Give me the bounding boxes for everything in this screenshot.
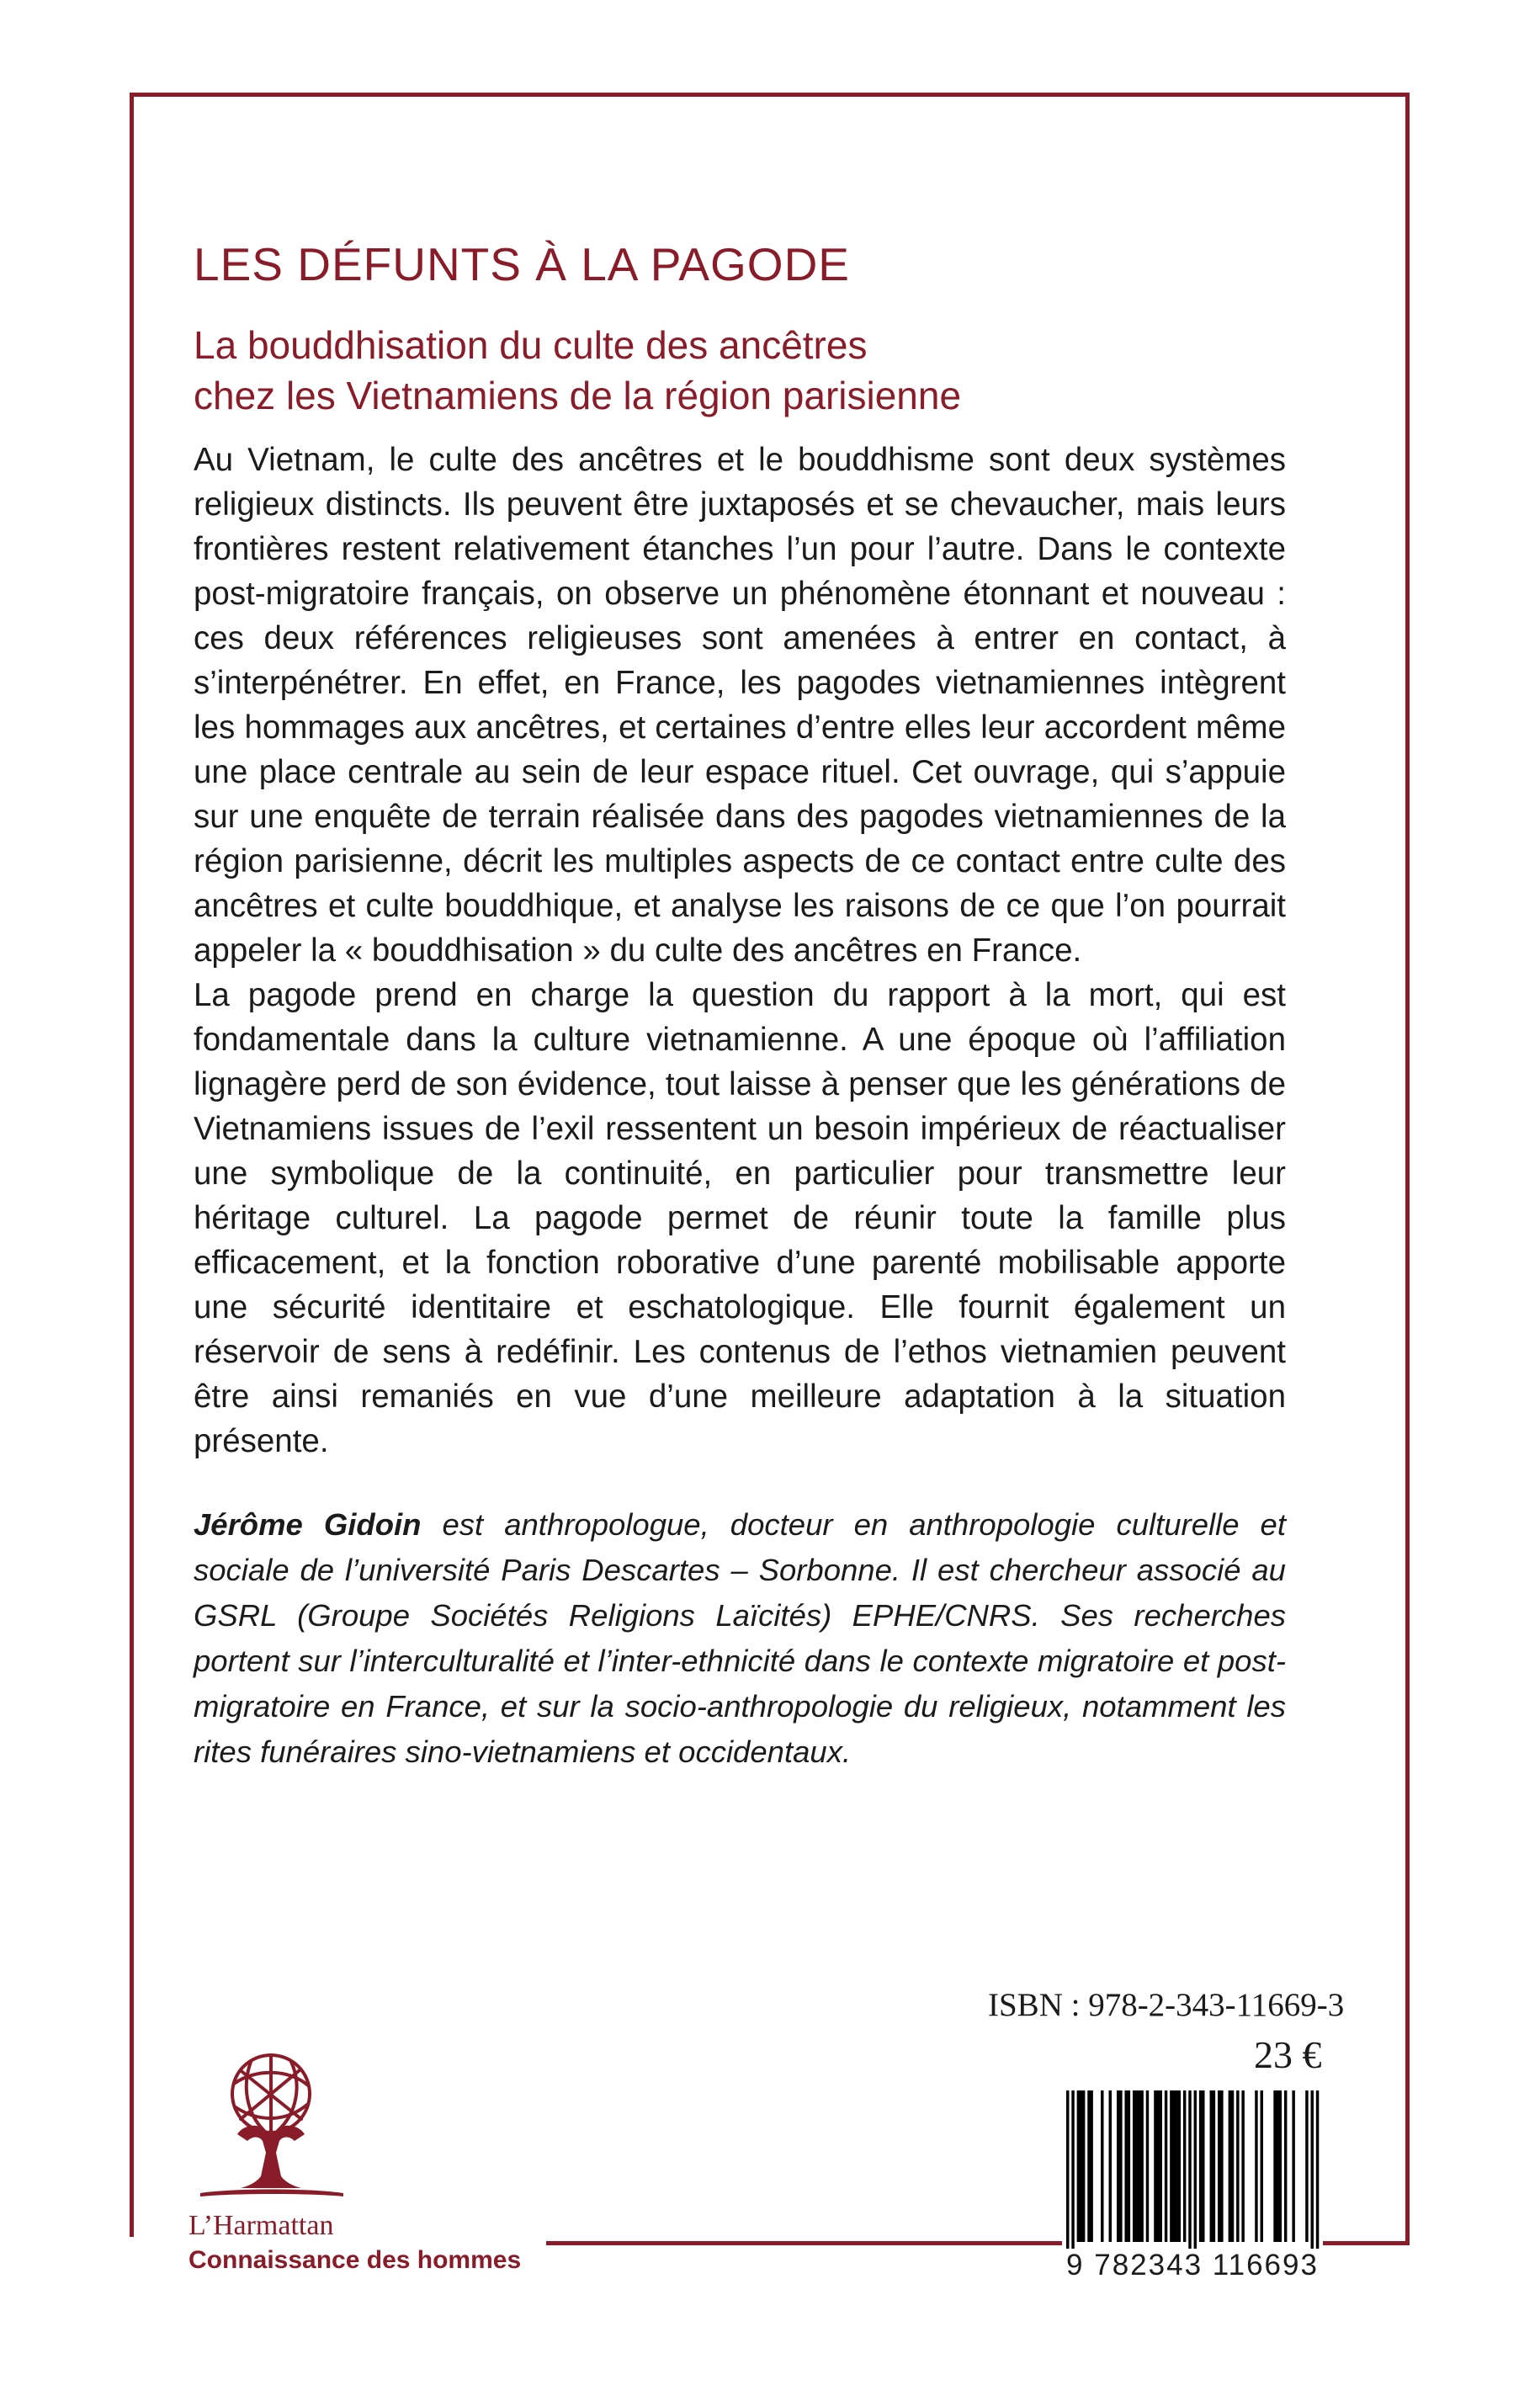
barcode-bar	[1183, 2090, 1186, 2242]
barcode-bar	[1135, 2090, 1138, 2242]
publisher-tagline: Connaissance des hommes	[189, 2246, 522, 2274]
barcode-bar	[1236, 2090, 1239, 2242]
barcode-bar	[1133, 2090, 1135, 2242]
barcode-bar	[1119, 2090, 1122, 2242]
publisher-logo-icon	[183, 2035, 360, 2203]
barcode-bar	[1128, 2090, 1130, 2242]
barcode-bar	[1082, 2090, 1085, 2242]
barcode-bars	[1062, 2090, 1323, 2250]
barcode-bar	[1175, 2090, 1177, 2242]
barcode-bar	[1199, 2090, 1202, 2242]
barcode-bar	[1255, 2090, 1257, 2242]
barcode-bar	[1154, 2090, 1156, 2242]
barcode-bar	[1087, 2090, 1090, 2242]
subtitle-line: La bouddhisation du culte des ancêtres	[194, 323, 868, 367]
barcode-bar	[1229, 2090, 1231, 2242]
barcode-bar	[1090, 2090, 1092, 2242]
back-cover-summary	[194, 438, 1286, 1463]
barcode-bar	[1284, 2090, 1287, 2242]
barcode-bar	[1146, 2090, 1149, 2242]
barcode-digits: 9 782343 116693	[1062, 2249, 1323, 2282]
barcode-bar	[1178, 2090, 1181, 2242]
book-title: LES DÉFUNTS À LA PAGODE	[194, 238, 850, 290]
book-subtitle	[194, 320, 961, 421]
barcode-bar	[1117, 2090, 1119, 2242]
barcode-bar	[1138, 2090, 1140, 2242]
barcode-bar	[1165, 2090, 1167, 2242]
barcode-bar	[1080, 2090, 1082, 2242]
barcode-bar	[1311, 2090, 1314, 2250]
barcode-bar	[1202, 2090, 1204, 2242]
barcode-bar	[1276, 2090, 1278, 2242]
barcode-bar	[1292, 2090, 1294, 2242]
barcode-bar	[1172, 2090, 1175, 2242]
barcode-bar	[1305, 2090, 1308, 2242]
summary-paragraph: La pagode prend en charge la question du rapport à la mort, qui est fondamentale dans la culture vietnamienne. A une époque où l’affiliation lignagère perd de son évidence, tout laisse à penser que les générations de Vietnamiens issues de l’exil ressentent un besoin impérieux de réactualiser une symbolique de la continuité, en particulier pour transmettre leur héritage culturel. La pagode permet de réunir toute la famille plus efficacement, et la fonction roborative d’une parenté mobilisable apporte une sécurité identitaire et eschatologique. Elle fournit également un réservoir de sens à redéfinir. Les contenus de l’ethos vietnamien peuvent être ainsi remaniés en vue d’une meilleure adaptation à la situation présente.	[194, 977, 1286, 1459]
barcode-bar	[1066, 2090, 1069, 2250]
barcode-bar	[1101, 2090, 1103, 2242]
barcode-bar	[1194, 2090, 1197, 2250]
barcode-bar	[1188, 2090, 1191, 2250]
author-bio-text: est anthropologue, docteur en anthropologie culturelle et sociale de l’université Paris Descartes – Sorbonne. Il est chercheur associé au GSRL (Groupe Sociétés Religions Laïcités) EPHE/CNRS. Ses recherches portent sur l’interculturalité et l’inter-ethnicité dans le contexte migratoire et post-migratoire en France, et sur la socio-anthropologie du religieux, notamment les rites funéraires sino-vietnamiens et occidentaux.	[194, 1507, 1286, 1769]
barcode-bar	[1071, 2090, 1074, 2250]
publisher-name: L’Harmattan	[189, 2210, 334, 2241]
barcode-bar	[1160, 2090, 1162, 2242]
author-name: Jérôme Gidoin	[194, 1507, 422, 1542]
barcode-bar	[1210, 2090, 1213, 2242]
barcode-bar	[1213, 2090, 1215, 2242]
barcode-bar	[1077, 2090, 1080, 2242]
barcode-bar	[1220, 2090, 1223, 2242]
barcode	[1062, 2090, 1323, 2276]
barcode-bar	[1218, 2090, 1220, 2242]
barcode-bar	[1241, 2090, 1244, 2242]
barcode-bar	[1231, 2090, 1234, 2242]
price: 23 €	[1254, 2033, 1322, 2076]
barcode-bar	[1170, 2090, 1172, 2242]
barcode-bar	[1156, 2090, 1159, 2242]
author-bio	[194, 1502, 1286, 1775]
barcode-bar	[1279, 2090, 1282, 2242]
barcode-bar	[1140, 2090, 1143, 2242]
isbn: ISBN : 978-2-343-11669-3	[988, 1987, 1345, 2023]
barcode-bar	[1261, 2090, 1263, 2242]
barcode-bar	[1109, 2090, 1112, 2242]
subtitle-line: chez les Vietnamiens de la région parisienne	[194, 374, 962, 417]
publisher-logo	[183, 2035, 360, 2203]
barcode-bar	[1124, 2090, 1127, 2242]
barcode-bar	[1316, 2090, 1319, 2250]
summary-paragraph: Au Vietnam, le culte des ancêtres et le bouddhisme sont deux systèmes religieux distincts. Ils peuvent être juxtaposés et se chevaucher, mais leurs frontières restent relativement étanches l’un pour l’autre. Dans le contexte post-migratoire français, on observe un phénomène étonnant et nouveau : ces deux références religieuses sont amenées à entrer en contact, à s’interpénétrer. En effet, en France, les pagodes vietnamiennes intègrent les hommages aux ancêtres, et certaines d’entre elles leur accordent même une place centrale au sein de leur espace rituel. Cet ouvrage, qui s’appuie sur une enquête de terrain réalisée dans des pagodes vietnamiennes de la région parisienne, décrit les multiples aspects de ce contact entre culte des ancêtres et culte bouddhique, et analyse les raisons de ce que l’on pourrait appeler la « bouddhisation » du culte des ancêtres en France.	[194, 442, 1286, 969]
barcode-bar	[1273, 2090, 1276, 2242]
